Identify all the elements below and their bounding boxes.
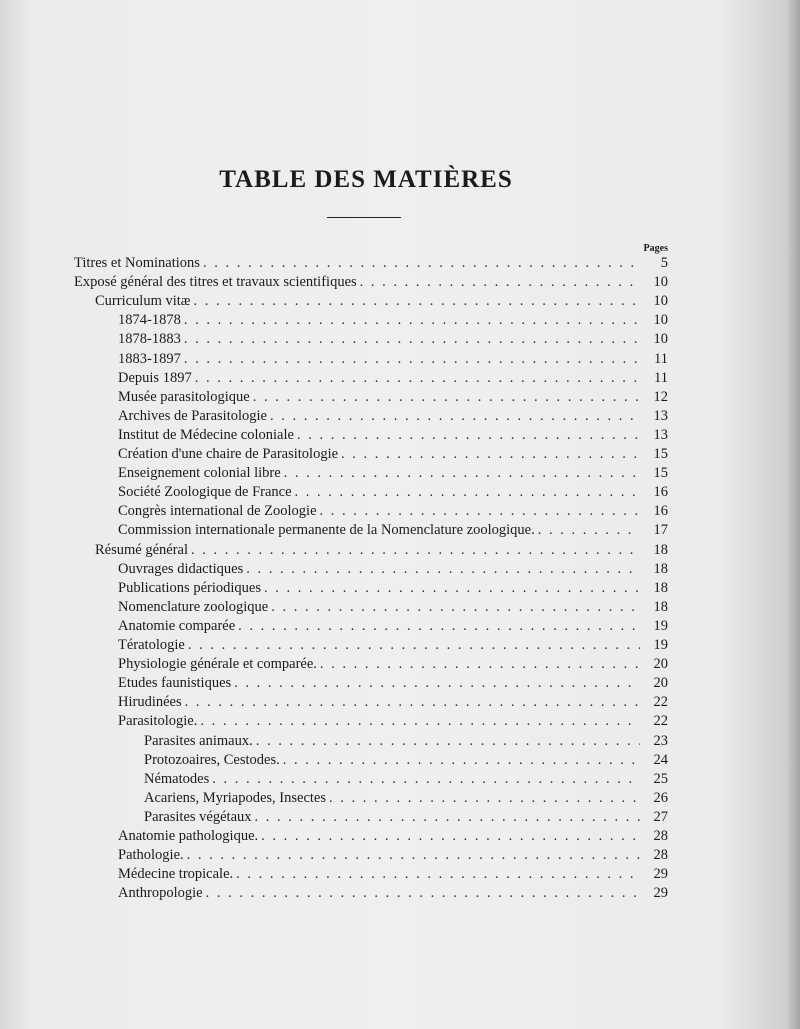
dot-leader — [187, 846, 640, 865]
toc-entry-page-number: 25 — [653, 770, 668, 787]
title-rule — [327, 217, 401, 218]
toc-entry — [118, 560, 668, 579]
toc-entry-page-number: 10 — [653, 274, 668, 291]
toc-row — [0, 636, 800, 655]
dot-leader — [264, 579, 640, 598]
toc-entry — [118, 483, 668, 502]
toc-entry — [118, 311, 668, 330]
toc-row — [0, 884, 800, 903]
toc-entry-label: Nomenclature zoologique — [118, 598, 269, 615]
toc-entry — [118, 369, 668, 388]
dot-leader — [329, 789, 640, 808]
dot-leader — [200, 712, 640, 731]
toc-entry — [144, 751, 668, 770]
toc-entry — [74, 273, 668, 292]
toc-entry-label: Pathologie. — [118, 847, 184, 864]
toc-row — [0, 827, 800, 846]
toc-entry-page-number: 12 — [653, 388, 668, 405]
toc-row — [0, 789, 800, 808]
toc-entry — [118, 330, 668, 349]
dot-leader — [191, 541, 640, 560]
toc-entry-page-number: 19 — [653, 637, 668, 653]
toc-entry-page-number: 29 — [653, 885, 668, 902]
dot-leader — [360, 273, 640, 292]
toc-entry-label: 1878-1883 — [118, 331, 181, 348]
toc-entry-label: Musée parasitologique — [118, 388, 250, 405]
toc-entry-page-number: 15 — [653, 465, 668, 482]
dot-leader — [261, 827, 640, 846]
toc-entry-page-number: 22 — [653, 713, 668, 730]
toc-row — [0, 808, 800, 827]
pages-column-header: Pages — [643, 243, 668, 254]
toc-entry — [118, 407, 668, 426]
toc-entry-label: Hirudinées — [118, 694, 182, 711]
dot-leader — [283, 751, 640, 770]
toc-entry — [118, 827, 668, 846]
toc-entry-page-number: 23 — [653, 732, 668, 749]
toc-entry-label: Résumé général — [95, 541, 189, 558]
dot-leader — [246, 560, 640, 579]
toc-entry-label: Institut de Médecine coloniale — [118, 426, 294, 443]
toc-entry — [118, 884, 668, 903]
toc-entry — [118, 388, 668, 407]
toc-row — [0, 674, 800, 693]
toc-entry-label: Société Zoologique de France — [118, 484, 292, 501]
toc-entry — [74, 254, 668, 273]
toc-entry-page-number: 16 — [653, 484, 668, 501]
toc-row — [0, 865, 800, 884]
toc-row — [0, 770, 800, 789]
toc-row — [0, 541, 800, 560]
dot-leader — [253, 388, 640, 407]
toc-entry — [118, 846, 668, 865]
toc-entry — [118, 350, 668, 369]
toc-row — [0, 598, 800, 617]
toc-entry — [118, 865, 668, 884]
toc-entry-label: Anatomie pathologique. — [118, 828, 259, 844]
toc-entry-page-number: 22 — [653, 694, 668, 711]
toc-entry — [95, 292, 668, 311]
toc-entry — [118, 598, 668, 617]
dot-leader — [256, 732, 640, 751]
toc-entry-page-number: 13 — [653, 426, 668, 443]
toc-entry — [118, 693, 668, 712]
toc-entry — [118, 579, 668, 598]
toc-entry-label: Etudes faunistiques — [118, 675, 232, 692]
toc-entry — [118, 712, 668, 731]
toc-row — [0, 350, 800, 369]
toc-entry-page-number: 13 — [653, 407, 668, 424]
toc-entry-label: Nématodes — [144, 770, 210, 787]
toc-entry-label: Acariens, Myriapodes, Insectes — [144, 789, 326, 806]
toc-entry-page-number: 28 — [653, 847, 668, 864]
toc-row — [0, 693, 800, 712]
dot-leader — [184, 311, 640, 330]
toc-entry — [144, 789, 668, 808]
toc-row — [0, 464, 800, 483]
toc-entry-label: Tératologie — [118, 637, 185, 653]
toc-row — [0, 369, 800, 388]
dot-leader — [255, 808, 640, 827]
dot-leader — [320, 655, 640, 674]
dot-leader — [193, 292, 640, 311]
dot-leader — [270, 407, 640, 426]
toc-entry-label: Physiologie générale et comparée. — [118, 656, 317, 673]
toc-row — [0, 751, 800, 770]
toc-row — [0, 311, 800, 330]
dot-leader — [238, 617, 640, 636]
toc-entry-page-number: 18 — [653, 560, 668, 577]
toc-entry-label: Congrès international de Zoologie — [118, 503, 317, 520]
toc-entry-label: Anatomie comparée — [118, 617, 236, 634]
toc-row — [0, 445, 800, 464]
toc-row — [0, 254, 800, 273]
dot-leader — [195, 369, 640, 388]
toc-entry-label: Archives de Parasitologie — [118, 407, 267, 424]
dot-leader — [297, 426, 640, 445]
toc-entry-page-number: 20 — [653, 675, 668, 692]
dot-leader — [184, 330, 640, 349]
toc-entry — [95, 541, 668, 560]
toc-entry-page-number: 10 — [653, 293, 668, 310]
dot-leader — [185, 693, 640, 712]
toc-entry — [118, 445, 668, 464]
toc-entry-label: Depuis 1897 — [118, 369, 192, 386]
toc-entry-page-number: 11 — [654, 350, 668, 367]
toc-entry-page-number: 20 — [653, 656, 668, 673]
toc-row — [0, 330, 800, 349]
toc-row — [0, 732, 800, 751]
toc-entry — [144, 732, 668, 751]
toc-entry-page-number: 18 — [653, 541, 668, 558]
toc-row — [0, 388, 800, 407]
dot-leader — [203, 254, 640, 273]
dot-leader — [234, 674, 640, 693]
toc-row — [0, 579, 800, 598]
toc-entry-label: Ouvrages didactiques — [118, 560, 244, 577]
toc-entry-label: 1883-1897 — [118, 350, 181, 367]
toc-entry-page-number: 18 — [653, 579, 668, 596]
toc-row — [0, 846, 800, 865]
toc-entry — [118, 464, 668, 483]
dot-leader — [184, 350, 640, 369]
dot-leader — [284, 464, 640, 483]
toc-entry-page-number: 5 — [660, 255, 668, 271]
toc-entry-label: Parasites végétaux — [144, 808, 252, 825]
dot-leader — [188, 636, 640, 655]
toc-entry — [118, 636, 668, 655]
toc-entry-page-number: 16 — [653, 503, 668, 520]
toc-entry-page-number: 18 — [653, 598, 668, 615]
toc-entry — [118, 617, 668, 636]
toc-entry-label: Enseignement colonial libre — [118, 465, 281, 482]
toc-entry — [118, 655, 668, 674]
toc-row — [0, 502, 800, 521]
dot-leader — [295, 483, 640, 502]
toc-row — [0, 560, 800, 579]
toc-entry-page-number: 15 — [653, 446, 668, 462]
toc-row — [0, 407, 800, 426]
dot-leader — [236, 865, 640, 884]
toc-entry-label: Médecine tropicale. — [118, 866, 234, 883]
toc-row — [0, 292, 800, 311]
toc-row — [0, 712, 800, 731]
toc-row — [0, 273, 800, 292]
dot-leader — [341, 445, 640, 464]
toc-entry-page-number: 10 — [653, 331, 668, 348]
toc-entry-page-number: 19 — [653, 617, 668, 634]
toc-entry-page-number: 11 — [654, 369, 668, 386]
toc-entry-label: Création d'une chaire de Parasitologie — [118, 446, 339, 462]
dot-leader — [206, 884, 640, 903]
dot-leader — [320, 502, 640, 521]
toc-entry — [144, 770, 668, 789]
toc-entry-page-number: 26 — [653, 789, 668, 806]
toc-row — [0, 521, 800, 540]
toc-row — [0, 483, 800, 502]
toc-entry-page-number: 24 — [653, 751, 668, 768]
toc-entry-label: Commission internationale permanente de la Nomenclature zoologique. — [118, 522, 535, 539]
toc-entry-label: Protozoaires, Cestodes. — [144, 751, 280, 768]
page-title: TABLE DES MATIÈRES — [219, 166, 513, 193]
toc-entry — [118, 426, 668, 445]
toc-entry-label: Titres et Nominations — [74, 255, 200, 271]
toc-entry-label: Parasites animaux. — [144, 732, 253, 749]
toc-entry — [118, 674, 668, 693]
toc-row — [0, 426, 800, 445]
dot-leader — [212, 770, 640, 789]
toc-entry-page-number: 27 — [653, 808, 668, 825]
toc-entry-label: Parasitologie. — [118, 713, 198, 730]
toc-entry-label: Curriculum vitæ — [95, 293, 191, 310]
toc-row — [0, 617, 800, 636]
toc-entry — [144, 808, 668, 827]
dot-leader — [538, 521, 640, 540]
toc-entry-label: 1874-1878 — [118, 312, 181, 329]
toc-entry-page-number: 10 — [653, 312, 668, 329]
toc-entry-page-number: 29 — [653, 866, 668, 883]
toc-entry-label: Anthropologie — [118, 885, 203, 902]
dot-leader — [271, 598, 640, 617]
toc-entry-page-number: 28 — [653, 828, 668, 844]
toc-entry-page-number: 17 — [653, 522, 668, 539]
toc-entry — [118, 521, 668, 540]
toc-entry — [118, 502, 668, 521]
toc-entry-label: Exposé général des titres et travaux scientifiques — [74, 274, 357, 291]
toc-entry-label: Publications périodiques — [118, 579, 261, 596]
toc-row — [0, 655, 800, 674]
